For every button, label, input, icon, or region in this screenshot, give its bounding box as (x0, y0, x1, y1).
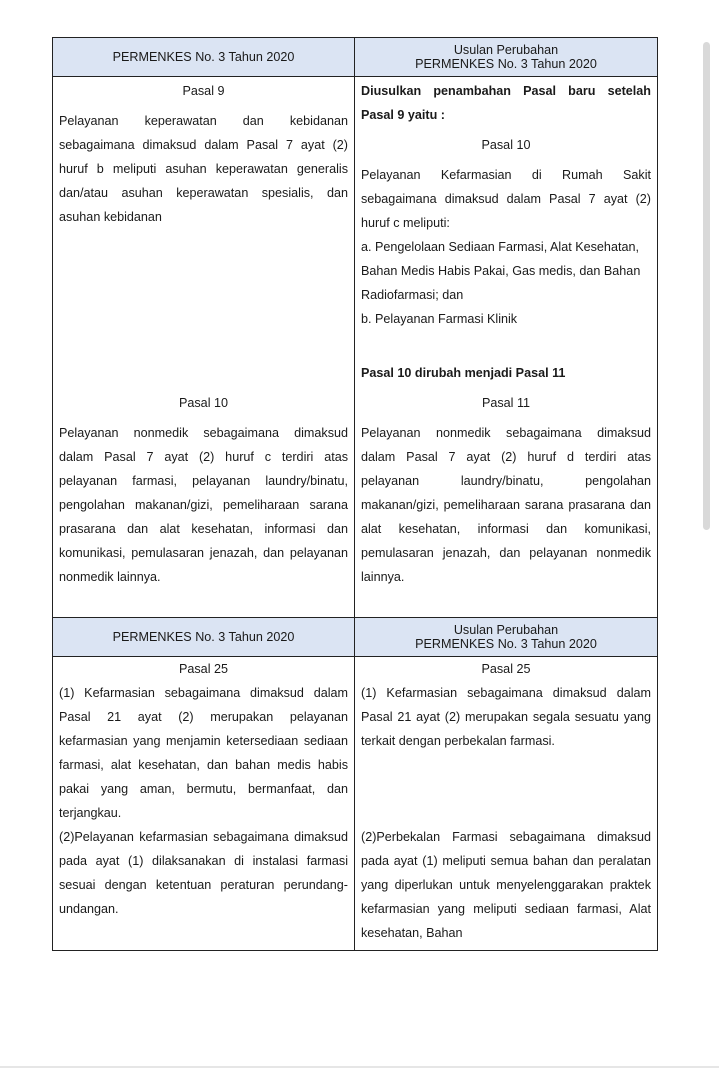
ayat-1: (1) Kefarmasian sebagaimana dimaksud dalam Pasal 21 ayat (2) merupakan segala sesuatu yang terkait dengan perbekalan farmasi. (361, 686, 651, 748)
ayat-2: (2)Pelayanan kefarmasian sebagaimana dimaksud pada ayat (1) dilaksanakan di instalasi farmasi sesuai dengan ketentuan peraturan perundang-undangan. (59, 830, 348, 916)
change-note: Pasal 10 dirubah menjadi Pasal 11 (361, 366, 566, 380)
header-right-line1: Usulan Perubahan (453, 623, 559, 637)
table-row (53, 77, 658, 618)
table-row (53, 657, 658, 951)
comparison-table (52, 37, 658, 951)
pasal-title: Pasal 10 (481, 138, 531, 152)
header-left-label: PERMENKES No. 3 Tahun 2020 (112, 630, 295, 644)
header-left (53, 618, 355, 657)
left-cell-pasal25 (53, 657, 355, 951)
ayat-2: (2)Perbekalan Farmasi sebagaimana dimaksud pada ayat (1) meliputi semua bahan dan peralatan yang diperlukan untuk menyelenggarakan praktek kefarmasian yang meliputi sediaan farmasi, Alat kesehatan, Bahan (361, 830, 651, 940)
bottom-divider (0, 1066, 719, 1068)
list-item: b. Pelayanan Farmasi Klinik (361, 312, 518, 326)
header-right (355, 618, 658, 657)
pasal-body: Pelayanan keperawatan dan kebidanan sebagaimana dimaksud dalam Pasal 7 ayat (2) huruf b meliputi asuhan keperawatan generalis dan/atau asuhan keperawatan spesialis, dan asuhan kebidanan (59, 114, 348, 224)
right-cell-pasal10-11 (355, 77, 658, 618)
pasal-body: Pelayanan nonmedik sebagaimana dimaksud dalam Pasal 7 ayat (2) huruf d terdiri atas pelayanan laundry/binatu, pengolahan makanan/gizi, pemeliharaan sarana prasarana dan alat kesehatan, informasi dan komunikasi, pemulasaran jenazah, dan pelayanan nonmedik lainnya. (361, 426, 651, 584)
pasal-title: Pasal 9 (182, 84, 225, 98)
scrollbar[interactable] (703, 42, 710, 530)
list-item: a. Pengelolaan Sediaan Farmasi, Alat Kesehatan, Bahan Medis Habis Pakai, Gas medis, dan Bahan Radiofarmasi; dan (361, 240, 641, 302)
header-right-line2: PERMENKES No. 3 Tahun 2020 (415, 637, 597, 651)
pasal-title: Pasal 11 (481, 396, 531, 410)
ayat-1: (1) Kefarmasian sebagaimana dimaksud dalam Pasal 21 ayat (2) merupakan pelayanan kefarmasian yang menjamin ketersediaan sediaan farmasi, alat kesehatan, dan bahan medis habis pakai yang aman, bermutu, bermanfaat, dan terjangkau. (59, 686, 348, 820)
right-cell-pasal25 (355, 657, 658, 951)
left-cell-pasal9-10 (53, 77, 355, 618)
pasal-title: Pasal 25 (178, 662, 228, 676)
pasal-title: Pasal 25 (481, 662, 531, 676)
header-right (355, 38, 658, 77)
proposal-intro: Diusulkan penambahan Pasal baru setelah Pasal 9 yaitu : (361, 84, 651, 122)
pasal-body: Pelayanan Kefarmasian di Rumah Sakit sebagaimana dimaksud dalam Pasal 7 ayat (2) huruf c meliputi: (361, 168, 651, 230)
table-header-row (53, 38, 658, 77)
header-left-label: PERMENKES No. 3 Tahun 2020 (112, 50, 295, 64)
pasal-title: Pasal 10 (178, 396, 228, 410)
header-left (53, 38, 355, 77)
pasal-body: Pelayanan nonmedik sebagaimana dimaksud dalam Pasal 7 ayat (2) huruf c terdiri atas pelayanan farmasi, pelayanan laundry/binatu, pengolahan makanan/gizi, pemeliharaan sarana prasarana dan alat kesehatan, informasi dan komunikasi, pemulasaran jenazah, dan pelayanan nonmedik lainnya. (59, 426, 348, 584)
header-right-line2: PERMENKES No. 3 Tahun 2020 (415, 57, 597, 71)
header-right-line1: Usulan Perubahan (453, 43, 559, 57)
table-header-row (53, 618, 658, 657)
